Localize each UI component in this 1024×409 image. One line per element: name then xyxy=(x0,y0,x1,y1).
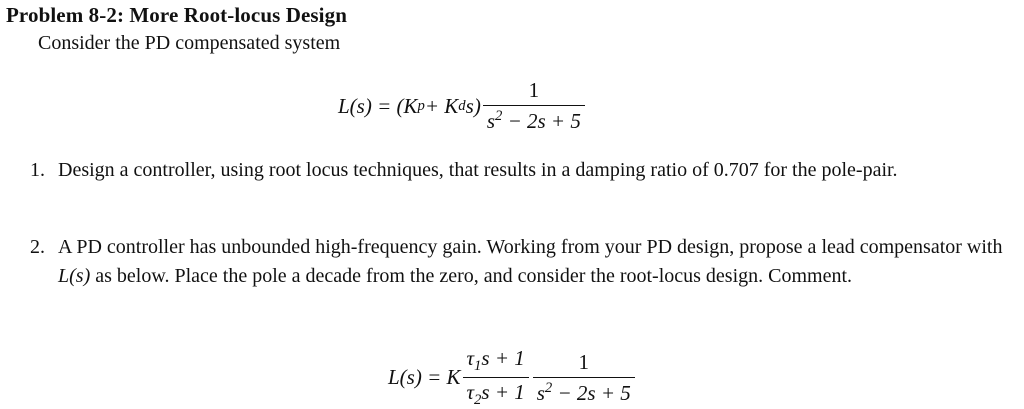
eq2-num1-tau: τ xyxy=(466,346,475,370)
eq1-fraction xyxy=(483,78,585,134)
eq2-den1-sub: 2 xyxy=(474,392,482,409)
eq1-den-s: s xyxy=(486,109,495,133)
item-text-a: A PD controller has unbounded high-frequency gain. Working from your PD design, propose a lead compensator with xyxy=(58,236,1003,258)
eq1-kd-sub: d xyxy=(458,97,466,114)
eq1-plus-kd: + K xyxy=(424,93,459,118)
item-number: 1. xyxy=(30,159,45,181)
eq2-denominator2 xyxy=(533,377,635,406)
eq1-den-rest: − 2s + 5 xyxy=(502,109,581,133)
eq2-num1-sub: 1 xyxy=(474,358,482,375)
eq2-den1-tau: τ xyxy=(466,380,475,405)
list-item xyxy=(30,233,1010,291)
eq1-denominator xyxy=(483,105,585,134)
eq1-kp-sub: p xyxy=(417,97,425,114)
item-text-b: as below. Place the pole a decade from the zero, and consider the root-locus design. Comment. xyxy=(90,265,853,287)
eq2-den2-rest: − 2s + 5 xyxy=(552,380,631,405)
item-number: 2. xyxy=(30,236,45,258)
eq2-fraction-plant xyxy=(533,350,635,406)
eq2-den2-s: s xyxy=(536,380,545,405)
eq2-lhs: L(s) = K xyxy=(388,365,461,390)
problem-intro: Consider the PD compensated system xyxy=(38,32,341,54)
problem-title: Problem 8-2: More Root-locus Design xyxy=(6,3,347,27)
eq1-s-close: s) xyxy=(465,93,481,118)
eq1-lhs: L(s) = (K xyxy=(338,93,418,118)
eq2-num1-rest: s + 1 xyxy=(481,346,525,370)
eq1-den-exp: 2 xyxy=(495,108,503,124)
eq2-numerator1 xyxy=(463,346,529,377)
item-text xyxy=(58,233,1010,291)
eq2-den1-rest: s + 1 xyxy=(481,380,525,405)
eq1-numerator: 1 xyxy=(528,78,540,102)
equation-pd xyxy=(338,78,587,134)
item-text: Design a controller, using root locus techniques, that results in a damping ratio of 0.707 for the pole-pair. xyxy=(58,159,898,181)
item-math-ls: L(s) xyxy=(58,265,91,287)
eq2-numerator2: 1 xyxy=(578,349,589,374)
equation-lead xyxy=(388,346,637,409)
eq2-fraction-lead xyxy=(463,346,529,409)
eq2-den2-exp: 2 xyxy=(544,379,553,396)
list-item xyxy=(30,156,1010,185)
eq2-denominator1 xyxy=(463,377,529,409)
